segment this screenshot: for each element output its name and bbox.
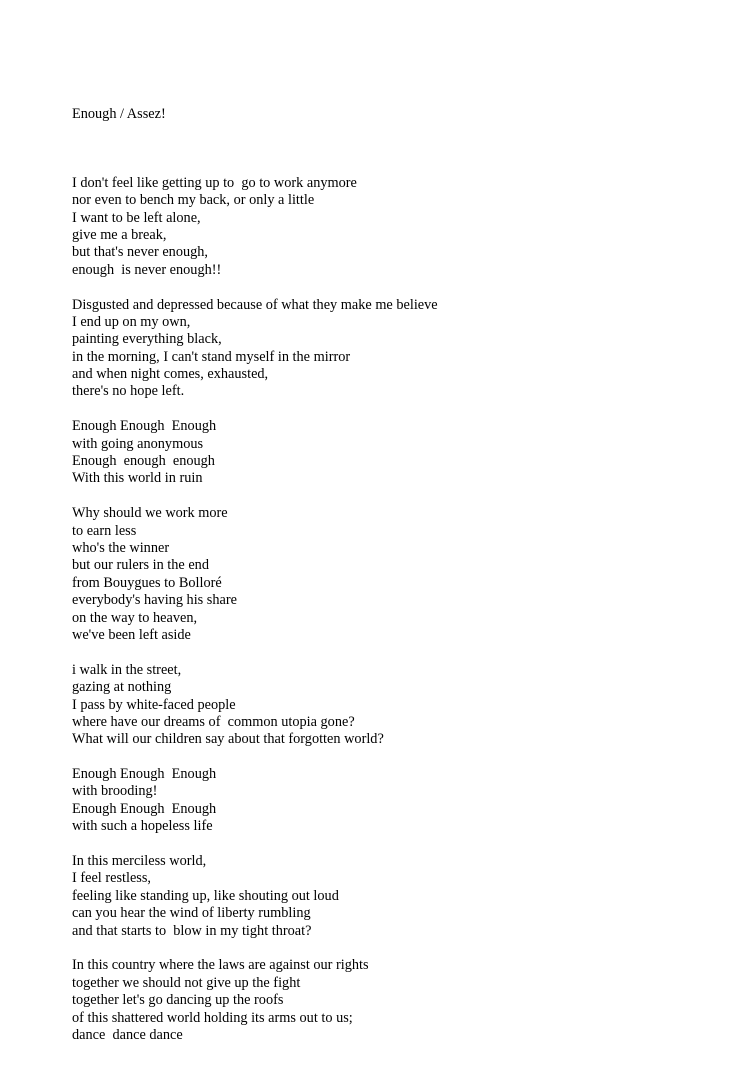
document-page (72, 72, 712, 1079)
poem-line: I don't feel like getting up to go to work anymore (72, 174, 357, 191)
poem-line: from Bouygues to Bolloré (72, 574, 222, 591)
poem-line: In this merciless world, (72, 853, 207, 870)
poem-line: of this shattered world holding its arms out to us; (72, 1009, 353, 1026)
poem-body (72, 175, 712, 1045)
stanza (72, 297, 712, 401)
poem-line: and that starts to blow in my tight throat? (72, 922, 312, 939)
stanza (72, 418, 712, 488)
poem-line: but that's never enough, (72, 244, 208, 261)
poem-line: dance dance dance (72, 1026, 183, 1043)
stanza (72, 766, 712, 836)
poem-line: enough is never enough!! (72, 261, 222, 278)
poem-line: with such a hopeless life (72, 818, 213, 835)
poem-line: What will our children say about that forgotten world? (72, 731, 384, 748)
stanza (72, 175, 712, 279)
poem-line: where have our dreams of common utopia gone? (72, 713, 355, 730)
poem-line: In this country where the laws are against our rights (72, 957, 369, 974)
poem-line: in the morning, I can't stand myself in the mirror (72, 348, 351, 365)
poem-line: Enough enough enough (72, 453, 215, 470)
poem-line: I end up on my own, (72, 313, 191, 330)
poem-line: we've been left aside (72, 626, 191, 643)
poem-line: i walk in the street, (72, 661, 182, 678)
poem-line: and when night comes, exhausted, (72, 366, 269, 383)
poem-line: I pass by white-faced people (72, 696, 236, 713)
poem-line: to earn less (72, 522, 137, 539)
poem-line: together let's go dancing up the roofs (72, 992, 284, 1009)
poem-line: with brooding! (72, 783, 158, 800)
poem-line: feeling like standing up, like shouting out loud (72, 887, 339, 904)
poem-line: Enough Enough Enough (72, 766, 217, 783)
poem-line: Enough Enough Enough (72, 418, 217, 435)
stanza (72, 662, 712, 749)
poem-line: give me a break, (72, 226, 167, 243)
stanza (72, 505, 712, 644)
poem-line: there's no hope left. (72, 383, 185, 400)
poem-line: gazing at nothing (72, 679, 172, 696)
poem-line: everybody's having his share (72, 592, 237, 609)
poem-line: together we should not give up the fight (72, 974, 301, 991)
poem-line: I feel restless, (72, 870, 151, 887)
poem-line: who's the winner (72, 540, 170, 556)
poem-title: Enough / Assez! (72, 106, 166, 122)
stanza (72, 853, 712, 940)
poem-line: can you hear the wind of liberty rumbling (72, 905, 311, 922)
poem-line: nor even to bench my back, or only a little (72, 192, 315, 209)
stanza (72, 957, 712, 1044)
poem-line: on the way to heaven, (72, 609, 198, 626)
poem-line: painting everything black, (72, 331, 222, 348)
poem-line: with going anonymous (72, 435, 204, 452)
poem-line: Why should we work more (72, 505, 228, 522)
poem-line: Enough Enough Enough (72, 800, 217, 817)
poem-line: Disgusted and depressed because of what they make me believe (72, 296, 438, 313)
poem-line: With this world in ruin (72, 470, 203, 487)
poem-line: I want to be left alone, (72, 209, 201, 226)
poem-line: but our rulers in the end (72, 557, 209, 574)
